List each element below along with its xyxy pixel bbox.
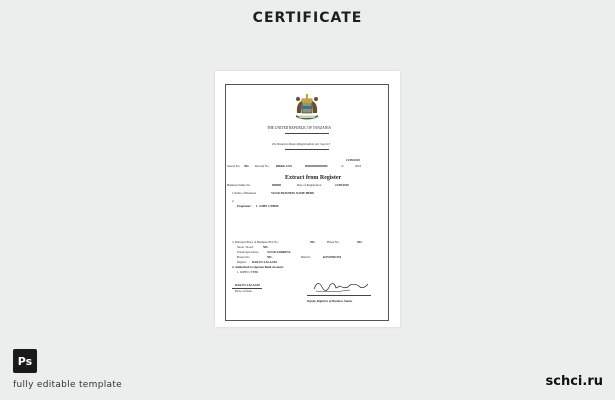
street-label: Street / Road: — [237, 245, 254, 249]
area-value: YOUR ADDRESS — [267, 250, 291, 254]
divider — [285, 149, 329, 150]
signatory-title: Deputy Registrar of Business Names — [307, 299, 353, 303]
district-label: District: — [301, 255, 311, 259]
brand-label[interactable]: schci.ru — [545, 374, 603, 389]
authorized-label: 4. Authorized to Operate Bank Account: — [232, 265, 284, 269]
proprietor-label: Proprietor: — [237, 204, 252, 208]
of-label: of — [341, 164, 344, 168]
date-value: 21/09/2018 — [346, 158, 360, 162]
name-value: YOUR BUSINESS NAME HERE — [271, 191, 315, 195]
photoshop-icon: Ps — [13, 349, 37, 373]
name-label: 1.Name of Business — [232, 191, 257, 195]
coat-of-arms-emblem — [291, 91, 323, 123]
reg-date-label: Date of Registration — [297, 183, 322, 187]
bn-value: 000000 — [272, 183, 281, 187]
item-2-label: 2. — [232, 199, 235, 203]
year-value: 2018 — [355, 164, 361, 168]
place-label: 3. Principal Place of Business Plot No: — [232, 240, 279, 244]
block-label: Block No: — [327, 240, 340, 244]
serial-value: NIL — [244, 164, 250, 168]
area-label: Unsurveyed Area: — [237, 250, 259, 254]
place-issued: DAR ES SALAAM — [235, 283, 260, 287]
receipt-number: 000000000000000 — [305, 164, 328, 168]
place-issued-label: Place of Issue — [235, 289, 252, 293]
divider — [285, 133, 329, 134]
house-value: NIL — [267, 255, 273, 259]
authorized-value: 1. JOHN CYBER — [237, 270, 259, 274]
proprietor-value: 1. JOHN CYBER — [256, 204, 279, 208]
reg-date-value: 21/09/2018 — [335, 183, 349, 187]
receipt-value: RRRR-XXX — [276, 164, 293, 168]
region-value: DAR ES SALAAM — [252, 260, 277, 264]
plot-value: NIL — [310, 240, 316, 244]
region-label: Region: — [237, 260, 247, 264]
page-title: CERTIFICATE — [252, 10, 363, 26]
country-title: THE UNITED REPUBLIC OF TANZANIA — [267, 126, 332, 130]
district-value: KINONDONI — [323, 255, 342, 259]
house-label: House No: — [237, 255, 250, 259]
template-caption: fully editable template — [13, 380, 122, 390]
signature-scribble — [310, 277, 372, 295]
serial-label: Search No. — [227, 164, 241, 168]
block-value: NIL — [357, 240, 363, 244]
extract-heading: Extract from Register — [285, 175, 342, 181]
street-value: NIL — [263, 245, 269, 249]
act-line: The Business Names (Registration) Act Cap.213 — [272, 142, 330, 146]
certificate-sheet — [215, 71, 400, 327]
receipt-label: Receipt No. — [255, 164, 270, 168]
bn-label: Business Name No. — [227, 183, 251, 187]
divider — [307, 295, 371, 296]
